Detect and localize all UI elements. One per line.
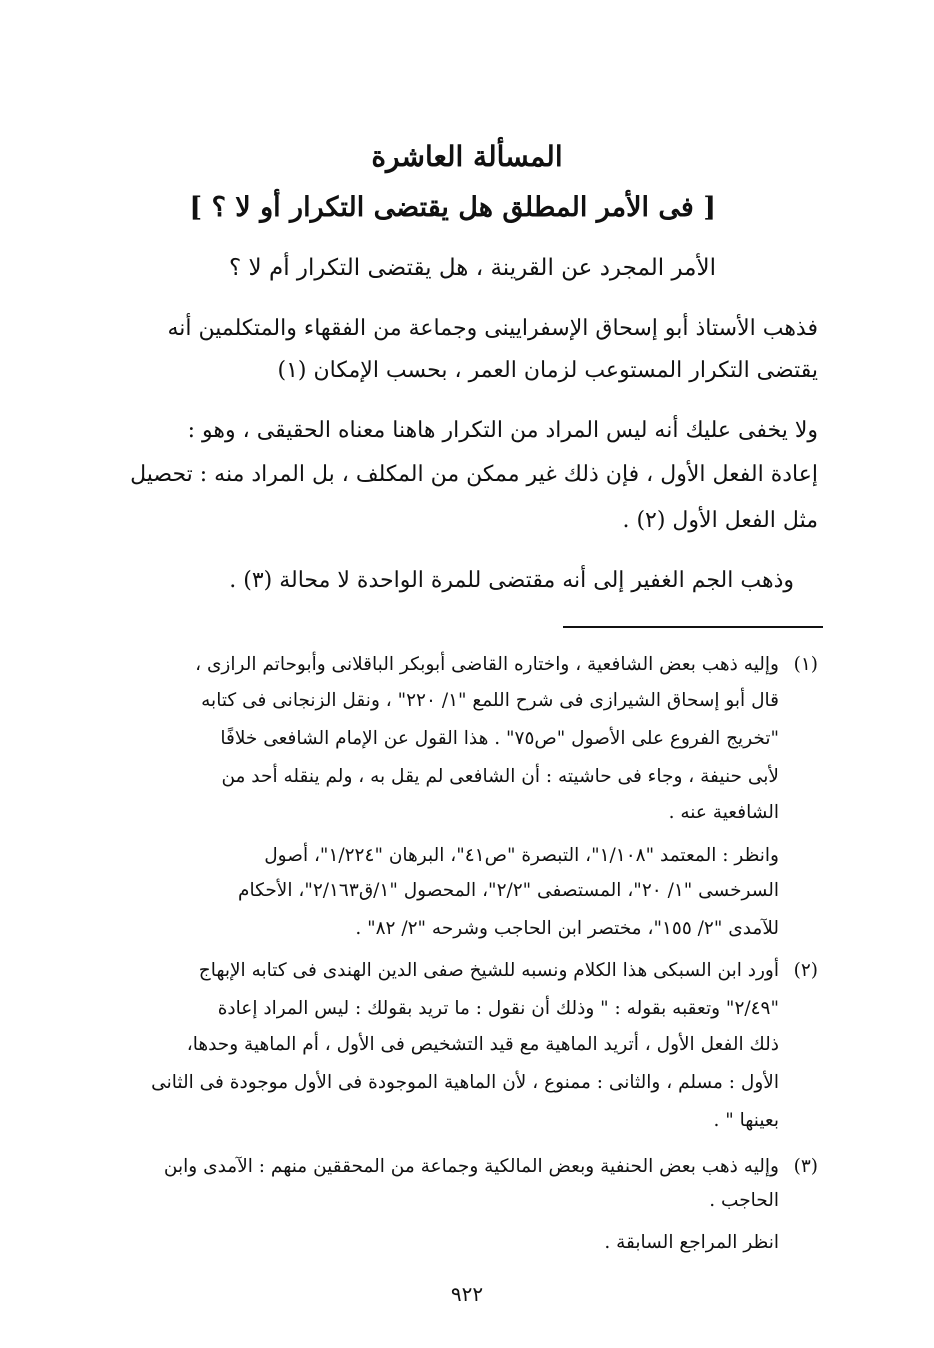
section-subtitle: [ فى الأمر المطلق هل يقتضى التكرار أو لا ؟ ] [189,192,716,223]
footnote-line: الأول : مسلم ، والثانى : ممنوع ، لأن الماهية الموجودة فى الأول موجودة فى الثانى [151,1072,779,1093]
footnote-line: الحاجب . [709,1190,779,1211]
footnote-line: وإليه ذهب بعض الحنفية وبعض المالكية وجماعة من المحققين منهم : الآمدى وابن [163,1156,779,1177]
footnote-line: "تخريج الفروع على الأصول "ص٧٥" . هذا القول عن الإمام الشافعى خلافًا [220,728,779,749]
page-number: ٩٢٢ [450,1282,484,1306]
body-line: إعادة الفعل الأول ، فإن ذلك غير ممكن من المكلف ، بل المراد منه : تحصيل [130,462,818,487]
body-line: وذهب الجم الغفير إلى أنه مقتضى للمرة الواحدة لا محالة (٣) . [229,568,794,593]
footnote-line: للآمدى "٢/ ١٥٥"، مختصر ابن الحاجب وشرحه "٢/ ٨٢" . [355,918,779,939]
footnote-line: ذلك الفعل الأول ، أتريد الماهية مع قيد التشخيص فى الأول ، أم الماهية وحدها، [186,1034,779,1055]
section-title: المسألة العاشرة [371,140,563,173]
footnote-line: قال أبو إسحاق الشيرازى فى شرح اللمع "١/ ٢٢٠" ، ونقل الزنجانى فى كتابه [201,690,779,711]
footnote-line: وإليه ذهب بعض الشافعية ، واختاره القاضى أبوبكر الباقلانى وأبوحاتم الرازى ، [195,654,779,675]
footnote-line: الشافعية عنه . [668,802,779,823]
body-line: فذهب الأستاذ أبو إسحاق الإسفرايينى وجماعة من الفقهاء والمتكلمين أنه [167,316,818,341]
body-line: ولا يخفى عليك أنه ليس المراد من التكرار هاهنا معناه الحقيقى ، وهو : [187,418,818,443]
footnote-number: (١) [793,654,818,675]
footnote-line: السرخسى "١/ ٢٠"، المستصفى "٢/٢"، المحصول "١/ق٢/١٦٣"، الأحكام [238,880,779,901]
footnote-line: "٢/٤٩" وتعقبه بقوله : " وذلك أن نقول : ما تريد بقولك : ليس المراد إعادة [217,998,779,1019]
footnote-divider [563,626,823,628]
body-line: يقتضى التكرار المستوعب لزمان العمر ، بحسب الإمكان (١) [277,358,818,383]
footnote-line: انظر المراجع السابقة . [604,1232,779,1253]
footnote-line: بعينها " . [713,1110,779,1131]
footnote-line: وانظر : المعتمد "١/١٠٨"، التبصرة "ص٤١"، البرهان "١/٢٢٤"، أصول [264,845,779,866]
footnote-line: لأبى حنيفة ، وجاء فى حاشيته : أن الشافعى لم يقل به ، ولم ينقله أحد من [221,766,779,787]
question-line: الأمر المجرد عن القرينة ، هل يقتضى التكرار أم لا ؟ [229,255,716,281]
body-line: مثل الفعل الأول (٢) . [622,508,818,533]
footnote-number: (٣) [793,1156,818,1177]
footnote-line: أورد ابن السبكى هذا الكلام ونسبه للشيخ صفى الدين الهندى فى كتابه الإبهاج [198,960,779,981]
footnote-number: (٢) [793,960,818,981]
